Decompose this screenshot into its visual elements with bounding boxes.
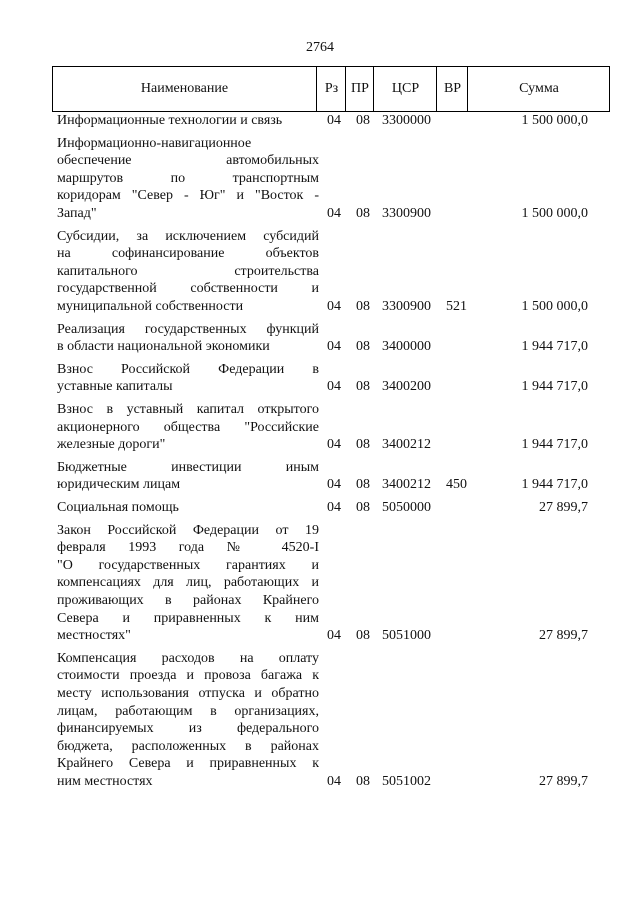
row-name-line: Взнос в уставный капитал открытого (57, 401, 319, 417)
row-name (57, 401, 319, 454)
row-name-line: Взнос Российской Федерации в (57, 361, 319, 377)
row-csr: 5051002 (382, 773, 431, 789)
row-name-line: Севера и приравненных к ним (57, 610, 319, 626)
row-sum: 1 500 000,0 (521, 113, 588, 128)
row-pr: 08 (356, 773, 370, 789)
row-rz: 04 (327, 437, 341, 453)
row-csr: 3400000 (382, 339, 431, 355)
row-csr: 3300000 (382, 113, 431, 128)
page-number: 2764 (306, 40, 334, 55)
row-pr: 08 (356, 628, 370, 644)
row-rz: 04 (327, 628, 341, 644)
row-sum: 1 500 000,0 (521, 299, 588, 314)
row-name-line: обеспечение автомобильных (57, 153, 319, 169)
row-sum: 27 899,7 (539, 773, 588, 789)
header-rz: Рз (316, 67, 346, 111)
row-sum: 1 944 717,0 (521, 339, 588, 355)
row-pr: 08 (356, 379, 370, 395)
table-row (0, 522, 640, 645)
row-sum: 1 944 717,0 (521, 437, 588, 453)
row-name (57, 522, 319, 645)
row-rz: 04 (327, 339, 341, 355)
table-row (0, 321, 640, 356)
row-name-line: проживающих в районах Крайнего (57, 592, 319, 608)
header-pr: ПР (345, 67, 374, 111)
row-pr: 08 (356, 437, 370, 453)
row-name-line: уставные капиталы (57, 379, 173, 395)
header-sum: Сумма (467, 67, 610, 111)
row-vr: 521 (446, 299, 467, 314)
row-name (57, 459, 319, 494)
row-rz: 04 (327, 113, 341, 128)
row-name-line: Информационные технологии и связь (57, 113, 283, 128)
row-name (57, 361, 319, 396)
row-rz: 04 (327, 499, 341, 515)
row-name-line: "О государственных гарантиях и (57, 557, 319, 573)
row-name-line: Информационно-навигационное (57, 135, 252, 151)
row-name-line: капитального строительства (57, 263, 319, 279)
row-name-line: Запад" (57, 205, 97, 221)
row-name (57, 499, 319, 517)
row-name-line: Реализация государственных функций (57, 321, 319, 337)
header-name: Наименование (140, 81, 229, 96)
table-row (0, 401, 640, 454)
row-csr: 3300900 (382, 299, 431, 314)
row-name-line: местностях" (57, 628, 131, 644)
row-name-line: стоимости проезда и провоза багажа к (57, 668, 319, 684)
row-pr: 08 (356, 477, 370, 493)
row-rz: 04 (327, 206, 341, 221)
table-row (0, 459, 640, 494)
table-row (0, 650, 640, 791)
row-name-line: Социальная помощь (57, 499, 179, 515)
row-csr: 3400212 (382, 437, 431, 453)
row-name-line: Закон Российской Федерации от 19 (57, 522, 319, 538)
table-row (0, 499, 640, 517)
row-rz: 04 (327, 299, 341, 314)
row-name-line: Компенсация расходов на оплату (57, 650, 319, 666)
row-sum: 27 899,7 (539, 628, 588, 644)
row-pr: 08 (356, 299, 370, 314)
row-pr: 08 (356, 499, 370, 515)
row-name (57, 228, 319, 316)
row-sum: 1 944 717,0 (521, 477, 588, 493)
row-name-line: лицам, работающим в организациях, (57, 703, 319, 719)
row-rz: 04 (327, 773, 341, 789)
row-csr: 5051000 (382, 628, 431, 644)
row-name-line: муниципальной собственности (57, 298, 244, 314)
row-name-line: февраля 1993 года № 4520-I (57, 540, 319, 556)
table-header (52, 66, 610, 112)
row-name-line: Крайнего Севера и приравненных к (57, 756, 319, 772)
row-name-line: маршрутов по транспортным (57, 170, 319, 186)
row-name-line: юридическим лицам (57, 477, 181, 493)
row-vr: 450 (446, 477, 467, 493)
row-name (57, 321, 319, 356)
row-name-line: железные дороги" (57, 437, 166, 453)
row-csr: 5050000 (382, 499, 431, 515)
row-name-line: акционерного общества "Российские (57, 419, 319, 435)
row-name-line: государственной собственности и (57, 281, 319, 297)
row-csr: 3400200 (382, 379, 431, 395)
row-name (57, 650, 319, 791)
row-pr: 08 (356, 339, 370, 355)
row-rz: 04 (327, 379, 341, 395)
row-pr: 08 (356, 113, 370, 128)
row-name-line: бюджета, расположенных в районах (57, 738, 319, 754)
table-row (0, 135, 640, 223)
header-csr: ЦСР (373, 67, 437, 111)
row-name-line: ним местностях (57, 773, 153, 789)
row-csr: 3300900 (382, 206, 431, 221)
row-csr: 3400212 (382, 477, 431, 493)
row-name-line: Бюджетные инвестиции иным (57, 459, 319, 475)
row-name-line: в области национальной экономики (57, 339, 270, 355)
row-name-line: финансируемых из федерального (57, 721, 319, 737)
table-row (0, 112, 640, 130)
row-name-line: на софинансирование объектов (57, 246, 319, 262)
row-name (57, 112, 319, 130)
row-name-line: компенсациях для лиц, работающих и (57, 575, 319, 591)
row-sum: 27 899,7 (539, 499, 588, 515)
table-body (0, 112, 640, 796)
row-name-line: коридорам "Север - Юг" и "Восток - (57, 188, 319, 204)
row-pr: 08 (356, 206, 370, 221)
table-row (0, 361, 640, 396)
row-sum: 1 500 000,0 (521, 206, 588, 221)
header-vr: ВР (436, 67, 468, 111)
row-sum: 1 944 717,0 (521, 379, 588, 395)
row-name-line: Субсидии, за исключением субсидий (57, 228, 319, 244)
row-rz: 04 (327, 477, 341, 493)
row-name-line: месту использования отпуска и обратно (57, 685, 319, 701)
table-row (0, 228, 640, 316)
row-name (57, 135, 319, 223)
